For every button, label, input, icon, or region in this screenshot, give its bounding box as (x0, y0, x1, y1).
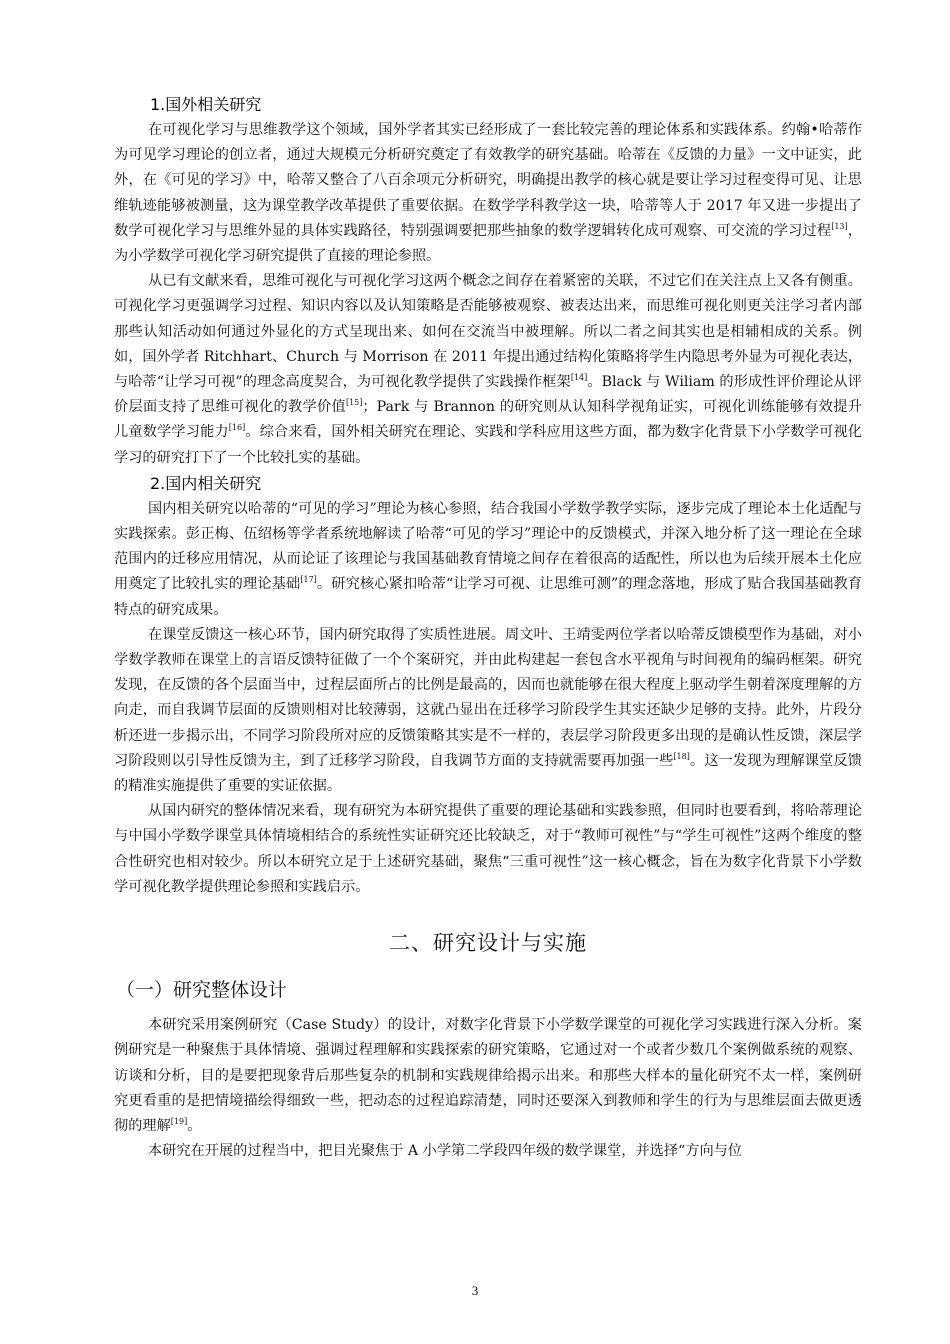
text-run: 国内相关研究以哈蒂的“可见的学习”理论为核心参照，结合我国小学数学教学实际，逐步完成了理论本土化适配与实践探索。彭正梅、伍绍杨等学者系统地解读了哈蒂“可见的学习”理论中的反馈模式，并深入地分析了这一理论在全球范围内的迁移应用情况，从而论证了该理论与我国基础教育情境之间存在着很高的适配性，所以也为后续开展本土化应用奠定了比较扎实的理论基础 (114, 500, 862, 593)
paragraph-foreign-1 (114, 118, 862, 269)
subsection-title: （一）研究整体设计 (116, 979, 288, 1002)
citation-18: [18] (673, 751, 690, 761)
paragraph-domestic-3: 从国内研究的整体情况来看，现有研究为本研究提供了重要的理论基础和实践参照，但同时也要看到，将哈蒂理论与中国小学数学课堂具体情境相结合的系统性实证研究还比较缺乏，对于“教师可视性”与“学生可视性”这两个维度的整合性研究也相对较少。所以本研究立足于上述研究基础，聚焦“三重可视性”这一核心概念，旨在为数字化背景下小学数学可视化教学提供理论参照和实践启示。 (114, 803, 862, 895)
text-run: 。Black 与 Wiliam 的形成性评价理论从评价层面支持了思维可视化的教学价值 (114, 374, 862, 416)
text-run: 。这一发现为理解课堂反馈的精准实施提供了重要的实证依据。 (114, 752, 862, 795)
text-run: 在课堂反馈这一核心环节，国内研究取得了实质性进展。周文叶、王靖雯两位学者以哈蒂反馈模型作为基础，对小学数学教师在课堂上的言语反馈特征做了一个个案研究，并由此构建起一套包含水平视角与时间视角的编码框架。研究发现，在反馈的各个层面当中，过程层面所占的比例是最高的，因而也就能够在很大程度上驱动学生朝着深度理解的方向走，而自我调节层面的反馈则相对比较薄弱，这就凸显出在迁移学习阶段学生其实还缺少足够的支持。此外，片段分析还进一步揭示出，不同学习阶段所对应的反馈策略其实是不一样的，表层学习阶段更多出现的是确认性反馈，深层学习阶段则以引导性反馈为主，到了迁移学习阶段，自我调节方面的支持就需要再加强一些 (114, 626, 862, 769)
citation-13: [13] (831, 221, 848, 231)
section-heading-domestic: 2.国内相关研究 (150, 473, 262, 493)
paragraph-design-1 (114, 1013, 862, 1139)
document-page (114, 92, 862, 1164)
text-run: 。 (187, 1117, 202, 1134)
text-run: 在可视化学习与思维教学这个领域，国外学者其实已经形成了一套比较完善的理论体系和实践体系。约翰•哈蒂作为可见学习理论的创立者，通过大规模元分析研究奠定了有效教学的研究基础。哈蒂在《反馈的力量》一文中证实，此外，在《可见的学习》中，哈蒂又整合了八百余项元分析研究，明确提出教学的核心就是要让学习过程变得可见、让思维轨迹能够被测量，这为课堂教学改革提供了重要依据。在数学学科教学这一块，哈蒂等人于 2017 年又进一步提出了数学可视化学习与思维外显的具体实践路径，特别强调要把那些抽象的数学逻辑转化成可观察、可交流的学习过程 (114, 122, 862, 239)
citation-16: [16] (228, 423, 246, 433)
paragraph-design-2: 本研究在开展的过程当中，把目光聚焦于 A 小学第二学段四年级的数学课堂，并选择“方向与位 (148, 1143, 743, 1160)
paragraph-domestic-1 (114, 497, 862, 623)
text-run: ；Park 与 Brannon 的研究则从认知科学视角证实，可视化训练能够有效提升儿童数学学习能力 (114, 399, 862, 441)
citation-14: [14] (570, 373, 588, 383)
citation-17: [17] (300, 575, 317, 585)
chapter-title: 二、研究设计与实施 (389, 931, 587, 956)
text-run: 。综合来看，国外相关研究在理论、实践和学科应用这些方面，都为数字化背景下小学数学可视化学习的研究打下了一个比较扎实的基础。 (114, 424, 862, 466)
section-heading-foreign: 1.国外相关研究 (150, 95, 262, 114)
citation-19: [19] (170, 1116, 188, 1126)
paragraph-domestic-2 (114, 623, 862, 799)
text-run: ，为小学数学可视化学习研究提供了直接的理论参照。 (114, 222, 862, 265)
text-run: 本研究采用案例研究（Case Study）的设计，对数字化背景下小学数学课堂的可视化学习实践进行深入分析。案例研究是一种聚焦于具体情境、强调过程理解和实践探索的研究策略，它通过对一个或者少数几个案例做系统的观察、访谈和分析，目的是要把现象背后那些复杂的机制和实践规律给揭示出来。和那些大样本的量化研究不太一样，案例研究更看重的是把情境描绘得细致一些，把动态的过程追踪清楚，同时还要深入到教师和学生的行为与思维层面去做更透彻的理解 (114, 1017, 862, 1134)
page-number: 3 (471, 1283, 479, 1298)
text-run: 从已有文献来看，思维可视化与可视化学习这两个概念之间存在着紧密的关联，不过它们在关注点上又各有侧重。可视化学习更强调学习过程、知识内容以及认知策略是否能够被观察、被表达出来，而思维可视化则更关注学习者内部那些认知活动如何通过外显化的方式呈现出来、如何在交流当中被理解。所以二者之间其实也是相辅相成的关系。例如，国外学者 Ritchhart、Church 与 Morrison 在 2011 年提出通过结构化策略将学生内隐思考外显为可视化表达，与哈蒂“让学习可视”的理念高度契合，为可视化教学提供了实践操作框架 (114, 273, 862, 391)
text-run: 。研究核心紧扣哈蒂“让学习可视、让思维可测”的理念落地，形成了贴合我国基础教育特点的研究成果。 (114, 576, 862, 618)
paragraph-foreign-2 (114, 269, 862, 471)
citation-15: [15] (345, 398, 363, 408)
